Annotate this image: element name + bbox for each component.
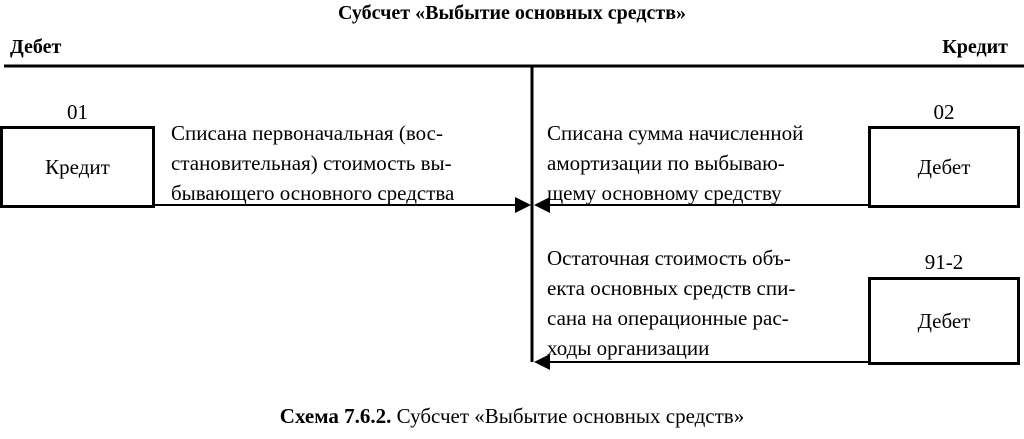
caption-text: Субсчет «Выбытие основных средств»: [391, 404, 745, 428]
caption-number: Схема 7.6.2.: [279, 404, 392, 428]
left-account-description: [171, 118, 454, 208]
left-account-number: 01: [67, 100, 88, 124]
right-top-account-box: [868, 126, 1020, 208]
arrow-left-account-head: [515, 197, 531, 213]
left-desc-line: становительная) стоимость вы-: [171, 151, 452, 175]
right-bottom-account-number: 91-2: [924, 250, 964, 274]
debit-label: Дебет: [10, 36, 62, 58]
left-account-box: [0, 126, 155, 208]
right-top-desc-line: щему основному средству: [547, 181, 782, 205]
right-bottom-desc-line: сана на операционные рас-: [547, 306, 789, 330]
right-top-account-number: 02: [933, 100, 955, 124]
right-bottom-desc-line: екта основных средств спи-: [547, 276, 796, 300]
left-account-box-label: Кредит: [45, 154, 110, 179]
right-bottom-account-box-label: Дебет: [917, 308, 971, 333]
credit-label: Кредит: [942, 36, 1008, 58]
left-desc-line: Списана первоначальная (вос-: [171, 121, 443, 145]
diagram-title: Субсчет «Выбытие основных средств»: [337, 2, 686, 24]
right-bottom-desc-line: ходы организации: [547, 336, 710, 360]
left-desc-line: бывающего основного средства: [171, 181, 455, 205]
figure-caption: [0, 404, 1024, 429]
right-top-desc-line: амортизации по выбываю-: [547, 151, 785, 175]
right-bottom-desc-line: Остаточная стоимость объ-: [547, 246, 791, 270]
right-top-account-box-label: Дебет: [917, 154, 971, 179]
right-top-account-description: [547, 118, 803, 208]
right-top-desc-line: Списана сумма начисленной: [547, 121, 804, 145]
right-bottom-account-box: [868, 277, 1020, 365]
right-bottom-account-description: [547, 243, 795, 363]
